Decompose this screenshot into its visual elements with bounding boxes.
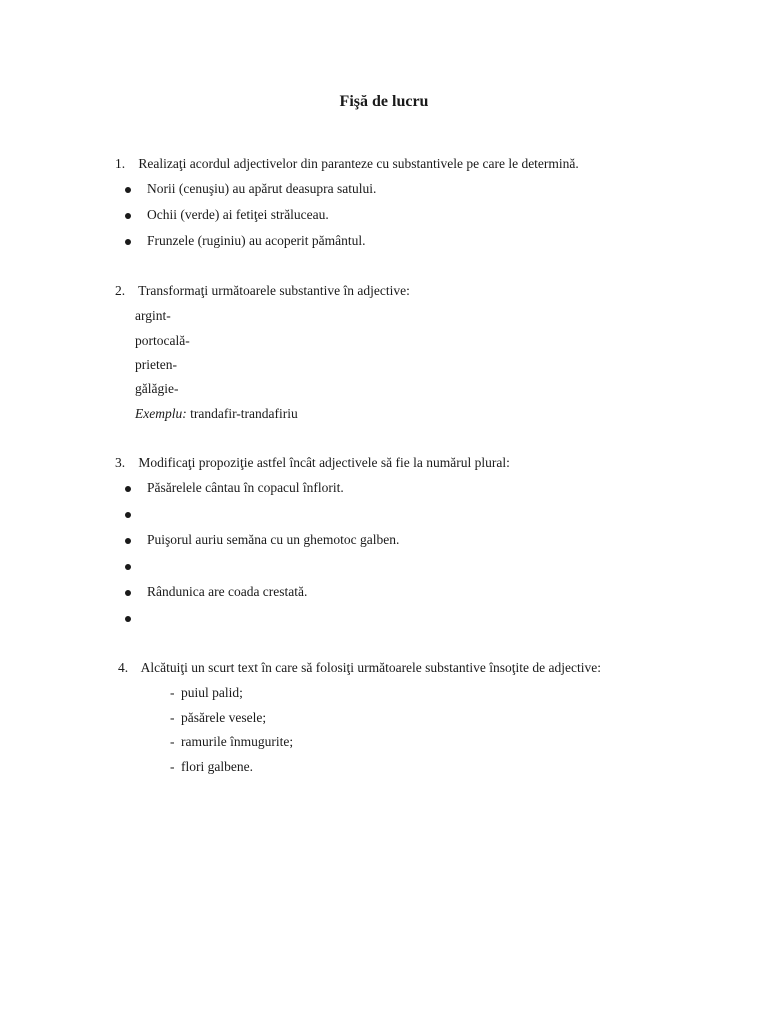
bullet-icon [125,616,131,622]
list-item: ramurile înmugurite; [181,734,294,749]
list-item: Ochii (verde) ai fetiţei străluceau. [147,207,329,222]
list-item: Rândunica are coada crestată. [147,584,308,599]
dash-marker: - [170,710,175,725]
question-number: 1. [115,156,126,171]
question-text: Alcătuiţi un scurt text în care să folosiţi următoarele substantive însoţite de adjective: [140,660,601,675]
question-3 [115,455,510,471]
question-2 [115,283,410,299]
bullet-icon [125,213,131,219]
example-line [135,406,298,422]
question-number: 3. [115,455,126,470]
list-item: Puişorul auriu semăna cu un ghemotoc galben. [147,532,400,547]
dash-marker: - [170,759,175,774]
question-1 [115,156,579,172]
bullet-icon [125,538,131,544]
word-item: portocală- [135,333,190,348]
question-number: 4. [118,660,129,675]
question-text: Realizaţi acordul adjectivelor din paranteze cu substantivele pe care le determină. [138,156,579,171]
question-text: Transformaţi următoarele substantive în adjective: [138,283,410,298]
dash-marker: - [170,685,175,700]
list-item: păsărele vesele; [181,710,267,725]
list-item: puiul palid; [181,685,243,700]
bullet-icon [125,187,131,193]
word-item: gălăgie- [135,381,179,396]
bullet-icon [125,512,131,518]
example-label: Exemplu: [135,406,187,421]
bullet-icon [125,590,131,596]
bullet-icon [125,564,131,570]
page-title: Fişă de lucru [339,93,429,110]
bullet-icon [125,239,131,245]
dash-marker: - [170,734,175,749]
word-item: prieten- [135,357,177,372]
example-text: trandafir-trandafiriu [186,406,298,421]
list-item: Norii (cenuşiu) au apărut deasupra satului. [147,181,377,196]
bullet-icon [125,486,131,492]
question-4 [118,660,601,676]
question-text: Modificaţi propoziţie astfel încât adjectivele să fie la numărul plural: [138,455,510,470]
list-item: Frunzele (ruginiu) au acoperit pământul. [147,233,366,248]
question-number: 2. [115,283,126,298]
list-item: Păsărelele cântau în copacul înflorit. [147,480,344,495]
list-item: flori galbene. [181,759,253,774]
word-item: argint- [135,308,171,323]
